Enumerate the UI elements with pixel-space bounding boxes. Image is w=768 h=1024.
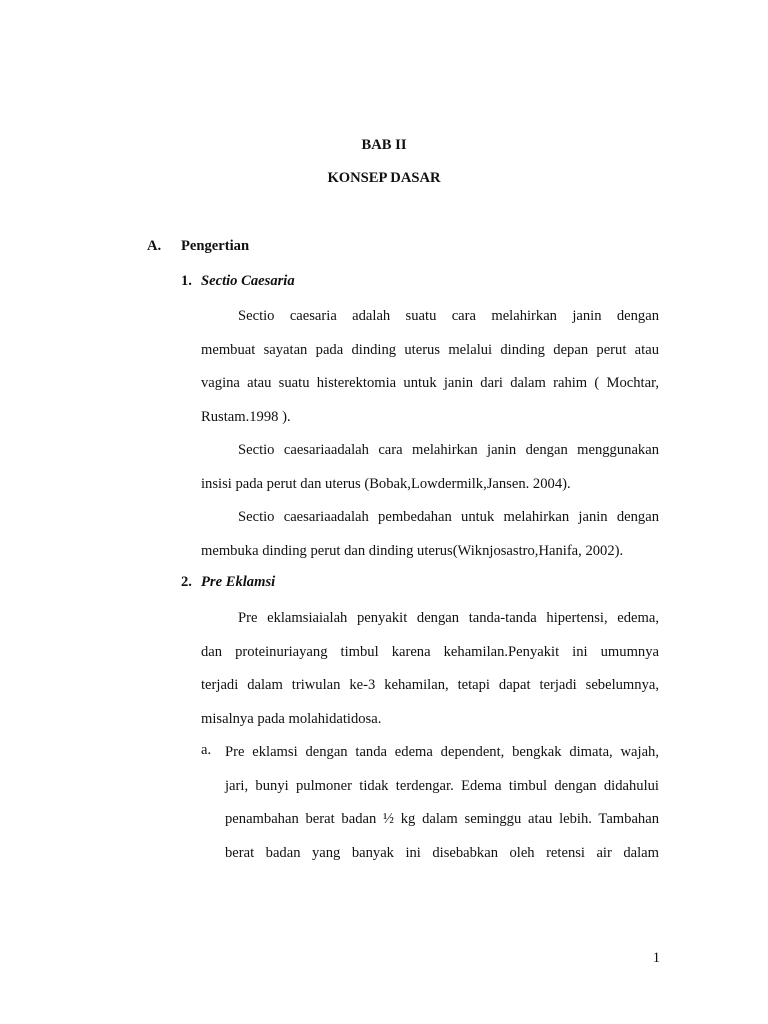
paragraph-line: membuka dinding perut dan dinding uterus(Wiknjosastro,Hanifa, 2002). [201, 542, 624, 559]
paragraph-3 [201, 507, 659, 574]
paragraph-line: Sectio caesariaadalah cara melahirkan janin dengan menggunakan [238, 442, 659, 458]
paragraph-line: Pre eklamsi dengan tanda edema dependent, bengkak dimata, wajah, [225, 744, 659, 760]
paragraph-line: vagina atau suatu histerektomia untuk janin dari dalam rahim ( Mochtar, [201, 375, 659, 391]
paragraph-line: berat badan yang banyak ini disebabkan oleh retensi air dalam [225, 844, 659, 861]
paragraph-line: Pre eklamsiaialah penyakit dengan tanda-tanda hipertensi, edema, [238, 610, 659, 626]
subsection-1-label: Sectio Caesaria [201, 273, 295, 289]
item-a-text [225, 742, 659, 876]
paragraph-line: membuat sayatan pada dinding uterus melalui dinding depan perut atau [201, 341, 659, 358]
paragraph-line: penambahan berat badan ½ kg dalam seminggu atau lebih. Tambahan [225, 811, 659, 827]
item-a-marker: a. [201, 742, 212, 758]
page-number: 1 [652, 950, 660, 966]
paragraph-line: misalnya pada molahidatidosa. [201, 710, 382, 727]
paragraph-line: dan proteinuriayang timbul karena kehamilan.Penyakit ini umumnya [201, 643, 659, 660]
subsection-2-marker: 2. [181, 574, 192, 590]
subsection-1-marker: 1. [181, 273, 192, 289]
paragraph-4 [201, 608, 659, 742]
section-a-marker: A. [147, 238, 162, 254]
paragraph-line: Sectio caesaria adalah suatu cara melahirkan janin dengan [238, 308, 659, 324]
paragraph-line: Rustam.1998 ). [201, 408, 291, 425]
subsection-2-label: Pre Eklamsi [201, 574, 276, 590]
paragraph-line: Sectio caesariaadalah pembedahan untuk melahirkan janin dengan [238, 509, 659, 525]
paragraph-line: terjadi dalam triwulan ke-3 kehamilan, tetapi dapat terjadi sebelumnya, [201, 677, 659, 693]
paragraph-2 [201, 440, 659, 507]
paragraph-line: insisi pada perut dan uterus (Bobak,Lowdermilk,Jansen. 2004). [201, 475, 571, 492]
chapter-title: KONSEP DASAR [327, 170, 441, 186]
section-a-label: Pengertian [181, 238, 250, 254]
paragraph-1 [201, 306, 659, 440]
paragraph-line: jari, bunyi pulmoner tidak terdengar. Edema timbul dengan didahului [225, 777, 659, 794]
chapter-heading: BAB II [361, 137, 407, 153]
